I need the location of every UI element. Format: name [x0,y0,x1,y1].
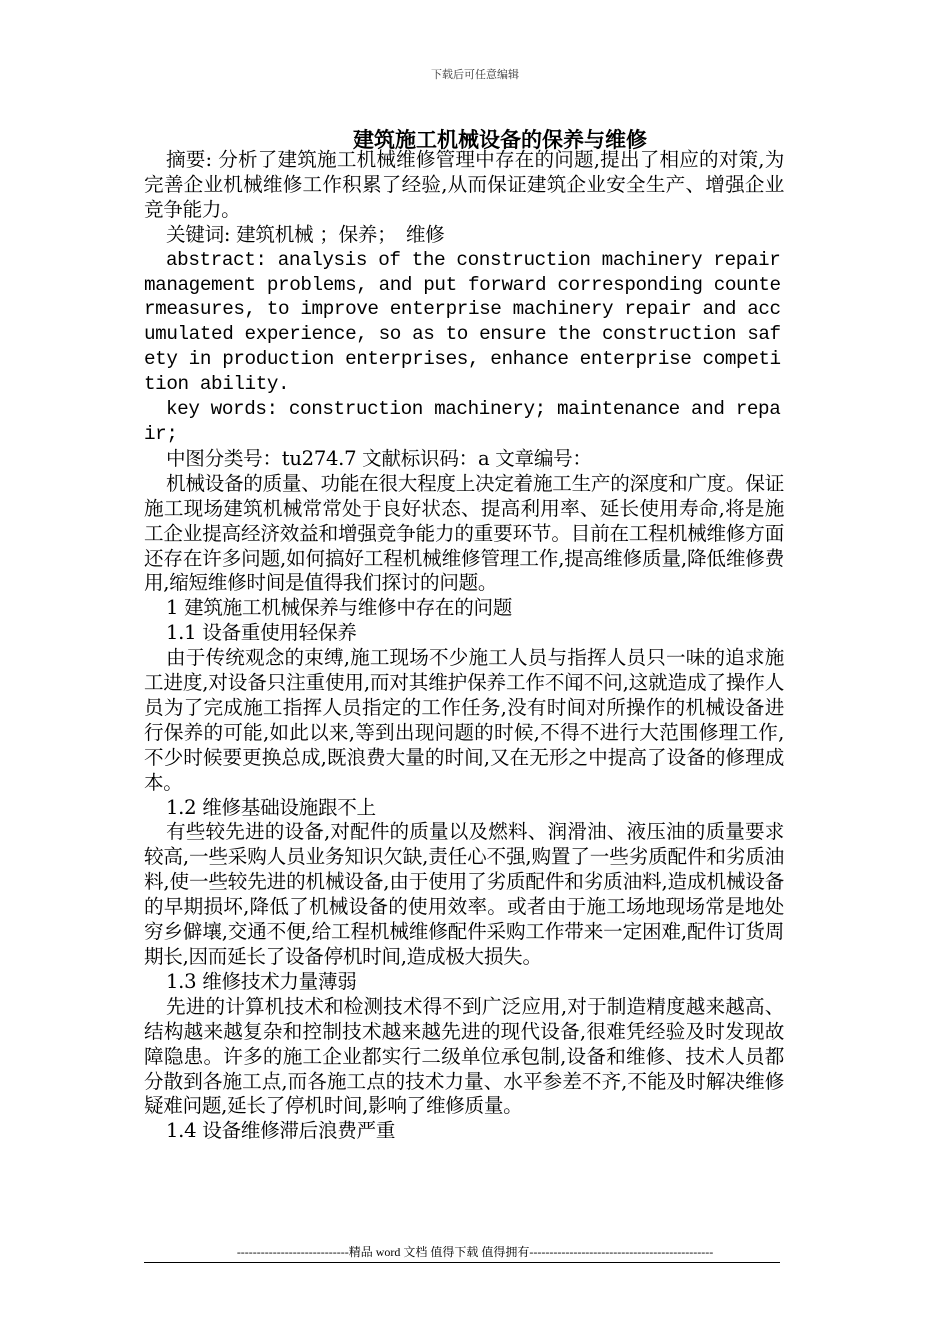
document-title: 建筑施工机械设备的保养与维修 [353,128,647,152]
footer-rule [144,1262,780,1263]
paragraph: 关键词: 建筑机械 ；保养； 维修 [166,222,445,246]
paragraph: 1.2 维修基础设施跟不上 [166,795,376,819]
paragraph: 1 建筑施工机械保养与维修中存在的问题 [166,596,513,620]
paragraph: abstract: analysis of the construction machinery repair management problems, and put forward corresponding countermeasures, to improve enterprise machinery repair and accumulated experience, so as to ensure the construction safety in production enterprises, enhance enterprise competition ability. [144,248,781,396]
paragraph: 1.1 设备重使用轻保养 [166,621,357,645]
page-footer: ----------------------------精品 word 文档 值得下载 值得拥有---------------------------------------------- [236,1245,714,1259]
paragraph: 机械设备的质量、功能在很大程度上决定着施工生产的深度和广度。保证施工现场建筑机械常常处于良好状态、提高利用率、延长使用寿命,将是施工企业提高经济效益和增强竞争能力的重要环节。目前在工程机械维修方面还存在许多问题,如何搞好工程机械维修管理工作,提高维修质量,降低维修费用,缩短维修时间是值得我们探讨的问题。 [144,471,784,595]
page-header: 下载后可任意编辑 [431,69,519,81]
document-body [144,148,784,1144]
paragraph: key words: construction machinery; maintenance and repair; [144,398,781,445]
paragraph: 1.3 维修技术力量薄弱 [166,969,357,993]
paragraph: 由于传统观念的束缚,施工现场不少施工人员与指挥人员只一味的追求施工进度,对设备只注重使用,而对其维护保养工作不闻不问,这就造成了操作人员为了完成施工指挥人员指定的工作任务,没有时间对所操作的机械设备进行保养的可能,如此以来,等到出现问题的时候,不得不进行大范围修理工作,不少时候要更换总成,既浪费大量的时间,又在无形之中提高了设备的修理成本。 [144,646,784,794]
paragraph: 摘要: 分析了建筑施工机械维修管理中存在的问题,提出了相应的对策,为完善企业机械维修工作积累了经验,从而保证建筑企业安全生产、增强企业竞争能力。 [144,148,784,221]
paragraph: 有些较先进的设备,对配件的质量以及燃料、润滑油、液压油的质量要求较高,一些采购人员业务知识欠缺,责任心不强,购置了一些劣质配件和劣质油料,使一些较先进的机械设备,由于使用了劣质配件和劣质油料,造成机械设备的早期损坏,降低了机械设备的使用效率。或者由于施工场地现场常是地处穷乡僻壤,交通不便,给工程机械维修配件采购工作带来一定困难,配件订货周期长,因而延长了设备停机时间,造成极大损失。 [144,820,784,968]
paragraph: 1.4 设备维修滞后浪费严重 [166,1119,396,1143]
paragraph: 中图分类号：tu274.7 文献标识码：a 文章编号： [166,446,592,470]
paragraph: 先进的计算机技术和检测技术得不到广泛应用,对于制造精度越来越高、结构越来越复杂和控制技术越来越先进的现代设备,很难凭经验及时发现故障隐患。许多的施工企业都实行二级单位承包制,设备和维修、技术人员都分散到各施工点,而各施工点的技术力量、水平参差不齐,不能及时解决维修疑难问题,延长了停机时间,影响了维修质量。 [144,994,784,1118]
